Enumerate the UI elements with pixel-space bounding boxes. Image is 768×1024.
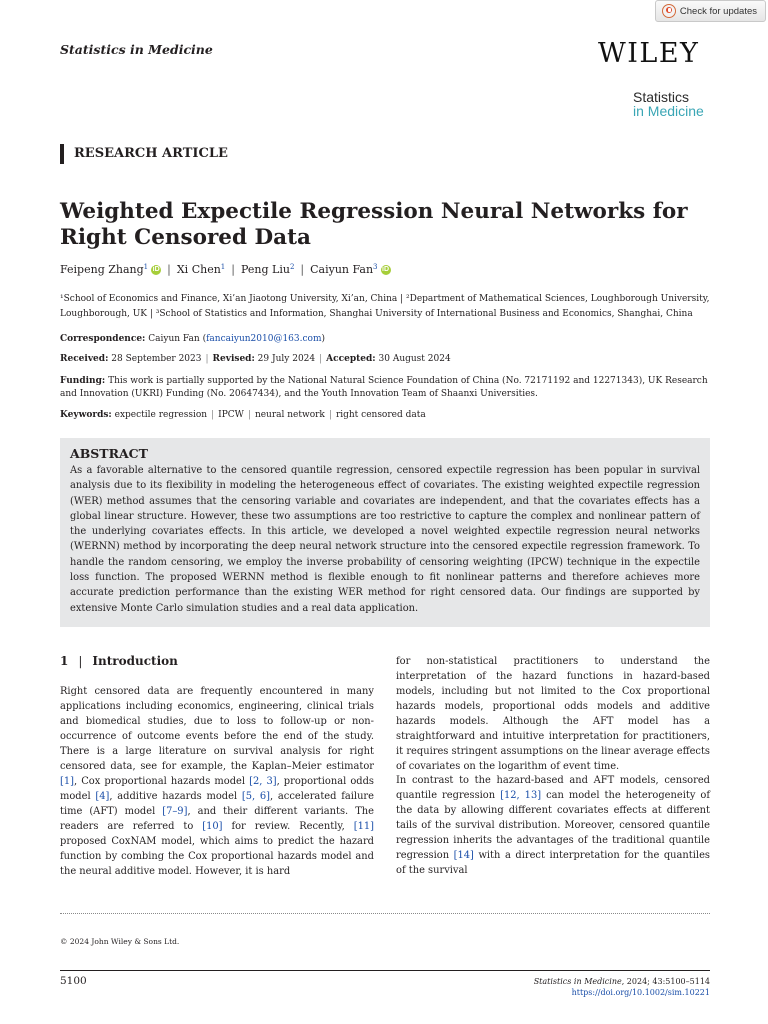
article-title: Weighted Expectile Regression Neural Networks for Right Censored Data xyxy=(60,199,688,250)
left-column-paragraph: Right censored data are frequently encountered in many applications including economics, engineering, clinical trials and biomedical studies, due to loss to follow-up or non-occurrence of outcome events before the end of the study. There is a large literature on survival analysis for right censored data, see for example, the Kaplan–Meier estimator [1], Cox proportional hazards model [2, 3], proportional odds model [4], additive hazards model [5, 6], accelerated failure time (AFT) model [7–9], and their different variants. The readers are referred to [10] for review. Recently, [11] proposed CoxNAM model, which aims to predict the hazard function by combing the Cox proportional hazards model and the neural additive model. However, it is hard xyxy=(60,686,374,877)
footer-citation: Statistics in Medicine, 2024; 43:5100–5114 https://doi.org/10.1002/sim.10221 xyxy=(533,977,710,997)
check-for-updates-button[interactable] xyxy=(655,0,766,22)
orcid-icon[interactable]: iD xyxy=(152,266,160,273)
section-heading: 1 | Introduction xyxy=(60,654,178,668)
journal-logo-line2: in Medicine xyxy=(633,103,704,119)
keyword: right censored data xyxy=(335,410,426,420)
abstract-box xyxy=(60,438,710,627)
citation-link[interactable]: [11] xyxy=(353,821,374,832)
citation-link[interactable]: [5, 6] xyxy=(241,791,271,802)
correspondence: Correspondence: Caiyun Fan (fancaiyun2010@163.com) xyxy=(60,334,326,344)
citation-link[interactable]: [14] xyxy=(453,850,474,861)
citation-link[interactable]: [10] xyxy=(202,821,223,832)
author-1[interactable]: Feipeng Zhang$^1$ iD xyxy=(60,263,160,276)
author-list xyxy=(60,263,391,276)
citation-link[interactable]: [4] xyxy=(95,791,110,802)
author-separator: | xyxy=(167,263,171,276)
right-column-paragraph-1: for non-statistical practitioners to understand the interpretation of the hazard functions in hazard-based models, including but not limited to the Cox proportional hazards models, proportional odds models and additive hazards models. Although the AFT model has a straightforward and intuitive interpretation for practitioners, it requires stringent assumptions on the linear average effects of covariates on the logarithm of event time. xyxy=(396,656,710,772)
check-for-updates-label: Check for updates xyxy=(679,5,757,17)
citation-link[interactable]: [1] xyxy=(60,776,74,787)
journal-logo xyxy=(633,90,704,118)
orcid-icon[interactable]: iD xyxy=(382,266,389,273)
crossmark-icon xyxy=(662,4,676,18)
author-separator: | xyxy=(231,263,235,276)
footer-rule xyxy=(60,970,710,971)
publisher-logo: WILEY xyxy=(598,38,700,69)
citation-link[interactable]: [7–9] xyxy=(162,806,188,817)
author-2[interactable]: Xi Chen$^1$ xyxy=(176,263,226,276)
article-type-label: RESEARCH ARTICLE xyxy=(60,144,228,164)
keyword: expectile regression xyxy=(114,410,208,420)
page-number: 5100 xyxy=(60,975,87,987)
author-4[interactable]: Caiyun Fan$^3$ iD xyxy=(310,263,389,276)
citation-link[interactable]: [12, 13] xyxy=(500,790,542,801)
journal-logo-line1: Statistics xyxy=(633,89,690,105)
author-3[interactable]: Peng Liu$^2$ xyxy=(240,263,295,276)
running-journal-title: Statistics in Medicine xyxy=(60,42,213,57)
article-dates: Received: 28 September 2023 | Revised: 29 July 2024 | Accepted: 30 August 2024 xyxy=(60,354,451,364)
right-column-paragraph-2: In contrast to the hazard-based and AFT models, censored quantile regression [12, 13] can model the heterogeneity of the data by allowing different covariates effects at different tails of the survival distribution. Moreover, censored quantile regression inherits the advantages of the traditional quantile regression [14] with a direct interpretation for the quantiles of the survival xyxy=(396,775,711,876)
abstract-heading: ABSTRACT xyxy=(70,446,148,461)
footnote-divider xyxy=(60,913,710,914)
funding: Funding: This work is partially supported by the National Natural Science Foundation of China (No. 72171192 and 12271343), UK Research and Innovation (UKRI) Funding (No. 20647434), and the Youth Innovation Team of Shaanxi Universities. xyxy=(60,376,708,399)
keywords: Keywords: expectile regression | IPCW | neural network | right censored data xyxy=(60,410,426,420)
doi-link[interactable]: https://doi.org/10.1002/sim.10221 xyxy=(571,988,710,997)
abstract-text: As a favorable alternative to the censored quantile regression, censored expectile regression has been popular in survival analysis due to its flexibility in modeling the heterogeneous effect of covariates. The existing weighted expectile regression (WER) method assumes that the censoring variable and covariates are independent, and that the covariates effects has a global linear structure. However, these two assumptions are too restrictive to capture the complex and nonlinear pattern of the underlying covariates effects. In this article, we developed a novel weighted expectile regression neural networks (WERNN) method by incorporating the deep neural network structure into the censored expectile regression framework. To handle the random censoring, we employ the inverse probability of censoring weighting (IPCW) technique in the expectile loss function. The proposed WERNN method is flexible enough to fit nonlinear patterns and therefore achieves more accurate prediction performance than the existing WER method for right censored data. Our findings are supported by extensive Monte Carlo simulation studies and a real data application. xyxy=(70,465,700,614)
copyright-notice: © 2024 John Wiley & Sons Ltd. xyxy=(60,937,180,946)
correspondence-email-link[interactable]: fancaiyun2010@163.com xyxy=(206,334,322,344)
keyword: IPCW xyxy=(218,410,244,420)
keyword: neural network xyxy=(254,410,325,420)
citation-link[interactable]: [2, 3] xyxy=(249,776,277,787)
affiliations: ¹School of Economics and Finance, Xi’an Jiaotong University, Xi’an, China | ²Department of Mathematical Sciences, Loughborough University, Loughborough, UK | ³School of Statistics and Information, Shanghai University of International Business and Economics, Shanghai, China xyxy=(60,294,710,319)
author-separator: | xyxy=(300,263,305,276)
